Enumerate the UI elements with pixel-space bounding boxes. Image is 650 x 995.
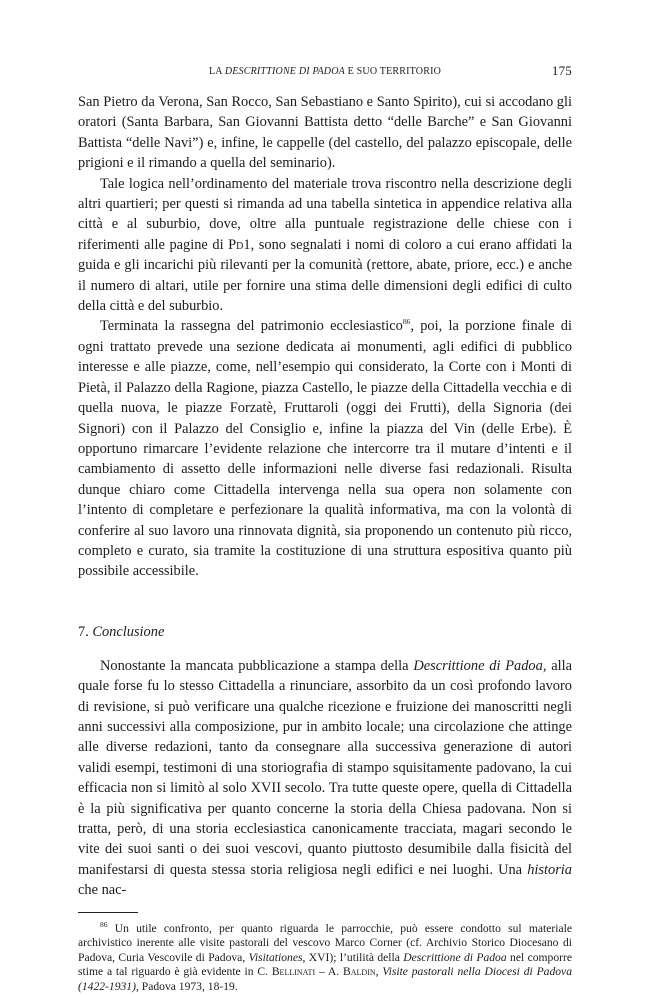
footnote-number: 86	[100, 919, 108, 929]
paragraph-3	[78, 316, 572, 581]
running-title-italic: DESCRITTIONE DI PADOA	[224, 66, 345, 77]
paragraph-1: San Pietro da Verona, San Rocco, San Sebastiano e Santo Spirito), cui si accodano gli oratori (Santa Barbara, San Giovanni Battista detto “delle Barche” e San Giovanni Battista “delle Navi”) e, infine, le cappelle (del castello, del palazzo episcopale, delle prigioni e il rimando a quella del seminario).	[78, 94, 572, 172]
section-title: Conclusione	[92, 623, 165, 640]
footnote-author-1: Bellinati	[271, 965, 316, 979]
paragraph-2	[78, 174, 572, 317]
footnote-italic-2: Descrittione di Padoa	[403, 950, 507, 964]
footnote-text-3: nel comporre stime a tal riguardo è già evidente in C.	[78, 950, 573, 979]
paragraph-2-text-b: , sono segnalati i nomi di coloro a cui erano affidati la guida e gli incarichi più rilevanti per la comunità (rettore, abate, priore, ecc.) e anche il numero di altari, utile per fornire una stima delle dimensioni degli edifici di culto della città e del suburbio.	[78, 236, 572, 315]
footnote-86	[78, 919, 573, 995]
running-title-suffix: E SUO TERRITORIO	[344, 66, 442, 77]
paragraph-4-text-c: che nac-	[78, 882, 127, 899]
section-number: 7.	[78, 623, 93, 640]
paragraph-4-text-b: , alla quale forse fu lo stesso Cittadella a rinunciare, assorbito da un così profondo lavoro di revisione, si può verificare una qualche ricezione e fruizione dei manoscritti negli anni successivi alla composizione, pur in ambito locale; una circolazione che attinge alle diverse redazioni, tanto da consegnare alla successiva generazione di autori validi esempi, testimoni di una storiografia di stampo squisitamente padovano, la cui efficacia non si limitò al solo XVII secolo. Tra tutte queste opere, quella di Cittadella è la più significativa per quanto concerne la storia della Chiesa padovana. Non si tratta, però, di una storia ecclesiastica canonicamente tracciata, magari secondo le vite dei suoi santi o dei suoi vescovi, quanto piuttosto desumibile dalla fisicità del manifestarsi di questa stessa storia religiosa negli edifici e nei luoghi. Una	[78, 657, 572, 878]
section-heading	[78, 622, 572, 642]
footnote-separator	[78, 912, 138, 913]
page	[78, 62, 572, 995]
footnote-italic-1: Visitationes	[248, 950, 303, 964]
paragraph-4-italic-title: Descrittione di Padoa	[413, 657, 543, 674]
footnote-text-6: , Padova 1973, 18-19.	[135, 980, 238, 993]
paragraph-4	[78, 656, 572, 901]
paragraph-2-text-a: Tale logica nell’ordinamento del materiale trova riscontro nella descrizione degli altri quartieri; per questi si rimanda ad una tabella sintetica in appendice relativa alla città e al suburbio, dove, oltre alla puntuale registrazione delle chiese con i riferimenti alle pagine di	[78, 175, 572, 253]
footnote-text-2: , XVI); l’utilità della	[302, 950, 404, 964]
running-title	[78, 66, 572, 77]
running-title-prefix: LA	[208, 66, 225, 77]
siglum-pd1: Pd1	[228, 236, 251, 253]
footnote-ref-86[interactable]: 86	[402, 317, 411, 327]
footnote-italic-3: Visite pastorali nella Diocesi di Padova (1422-1931)	[78, 965, 572, 993]
footnote-text-4: – A.	[315, 965, 344, 979]
footnote-text-1: Un utile confronto, per quanto riguarda le parrocchie, può essere condotto sul materiale archivistico inerente alle visite pastorali del vescovo Marco Corner (cf. Archivio Storico Diocesano di Padova, Curia Vescovile di Padova,	[78, 921, 572, 964]
running-header	[78, 62, 572, 80]
page-number: 175	[551, 63, 572, 78]
section-body	[78, 656, 572, 901]
paragraph-4-text-a: Nonostante la mancata pubblicazione a stampa della	[100, 657, 414, 674]
main-text	[78, 92, 572, 901]
paragraph-4-italic-historia: historia	[527, 861, 572, 878]
paragraph-3-text-a: Terminata la rassegna del patrimonio ecclesiastico	[100, 318, 403, 335]
footnote-author-2: Baldin	[343, 965, 376, 979]
footnote-text-5: ,	[375, 965, 383, 979]
paragraph-3-text-b: , poi, la porzione finale di ogni trattato prevede una sezione dedicata ai monumenti, agli edifici di pubblico interesse e alle piazze, come, nell’esempio qui considerato, la Corte con i Monti di Pietà, il Palazzo della Ragione, piazza Castello, le piazze della Cittadella vecchia e di quella nuova, le piazze Forzatè, Fruttaroli (oggi dei Frutti), della Signoria (dei Signori) con il Palazzo del Consiglio e, infine la piazza del Vin (delle Erbe). È opportuno rimarcare l’evidente relazione che intercorre tra il mutare d’intenti e il cambiamento di assetto delle informazioni nelle diverse fasi redazionali. Risulta dunque chiaro come Cittadella intervenga nella sua opera non solamente con l’intento di completare e perfezionare la qualità informativa, ma con la volontà di conferire al suo lavoro una rinnovata dignità, sia proponendo un contenuto più ricco, completo e curato, sia tramite la costituzione di una struttura espositiva quanto più possibile accessibile.	[78, 318, 572, 580]
